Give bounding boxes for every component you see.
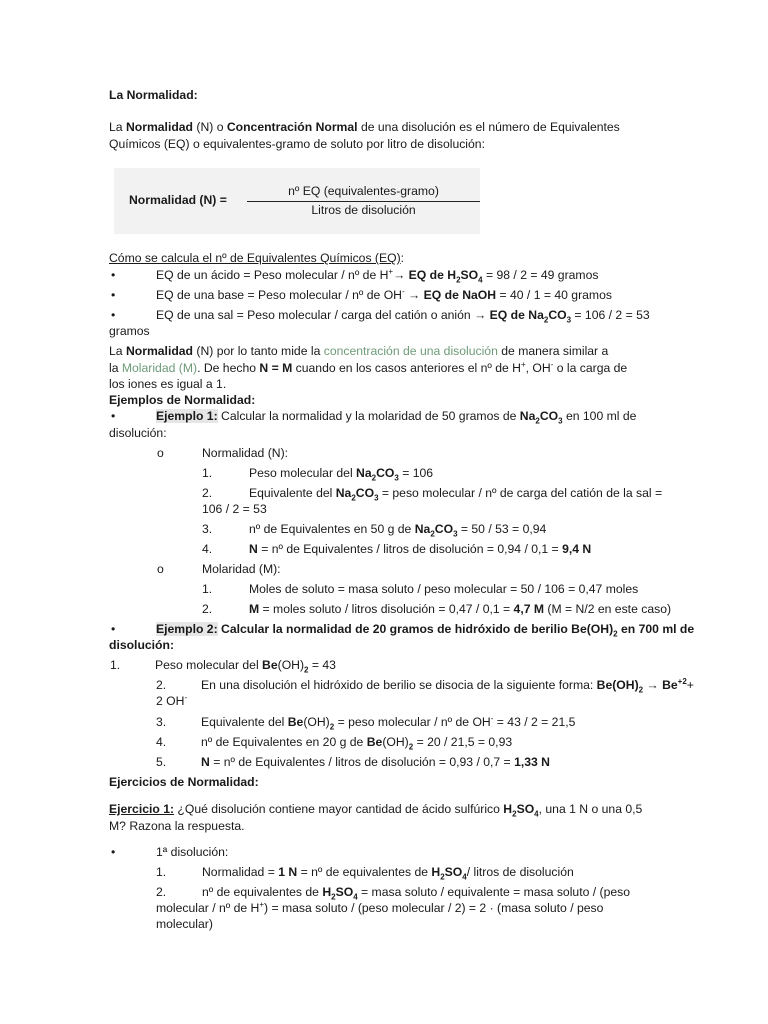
intro-term-normalidad: Normalidad [125, 120, 193, 134]
list-number: 1. [202, 466, 213, 480]
list-number: 1. [156, 865, 167, 879]
intro-line-2: Químicos (EQ) o equivalentes-gramo de soluto por litro de disolución: [109, 137, 485, 151]
bullet-icon: • [111, 622, 116, 636]
list-number: 2. [202, 486, 213, 500]
calc-salt: EQ de una sal = Peso molecular / carga del catión o anión → EQ de $Na_2CO_3 = 106 / 2 = 53$ [156, 308, 650, 325]
ex2-item-1: Peso molecular del $Be(OH)_2 = 43$ [155, 658, 336, 675]
ex1-n-item-3: nº de Equivalentes en 50 g de $Na_2CO_3 = 50 / 53 = 0,94$ [249, 522, 547, 539]
exercise-1-line: Ejercicio 1: ¿Qué disolución contiene mayor cantidad de ácido sulfúrico $H_2SO_4$, una 1 N o una 0,5 [109, 802, 643, 819]
bullet-icon: • [111, 288, 116, 302]
intro-line-1 [109, 119, 620, 135]
exercise-1-item-1: Normalidad = 1 N = nº de equivalentes de $H_2SO_4/$ litros de disolución [202, 865, 574, 882]
intro-text: de una disolución es el número de Equivalentes [357, 120, 620, 134]
ex1-n-item-1: Peso molecular del $Na_2CO_3 = 106$ [249, 466, 434, 483]
formula-numerator: nº EQ (equivalentes-gramo) [288, 184, 439, 198]
list-number: 3. [202, 522, 213, 536]
list-number: 2. [202, 602, 213, 616]
example-2-line: Ejemplo 2: Calcular la normalidad de 20 gramos de hidróxido de berilio $Be(OH)_2$ en 700 ml de [156, 622, 695, 639]
ex2-item-4: nº de Equivalentes en 20 g de $Be(OH)_2 = 20 / 21,5 = 0,93$ [201, 735, 513, 752]
calc-acid: EQ de un ácido = Peso molecular / nº de H+→ EQ de $H_2SO_4 = 98 / 2 = 49$ gramos [156, 266, 599, 285]
ex2-item-5: N = nº de Equivalentes / litros de disolución = 0,93 / 0,7 = 1,33 N [201, 755, 550, 769]
calc-salt-wrap: gramos [109, 324, 150, 338]
ex1-m-item-2: M = moles soluto / litros disolución = 0,47 / 0,1 = 4,7 M (M = N/2 en este caso) [249, 602, 672, 616]
intro-text: (N) o [193, 120, 227, 134]
bullet-icon: • [111, 268, 116, 282]
list-number: 1. [110, 658, 121, 672]
intro-term-concentracion: Concentración Normal [226, 120, 358, 134]
exercises-heading: Ejercicios de Normalidad: [109, 775, 259, 789]
list-number: 2. [156, 678, 167, 692]
examples-heading: Ejemplos de Normalidad: [109, 393, 256, 407]
page-title: La Normalidad: [109, 88, 198, 102]
ex2-item-2-wrap: 2 OH- [156, 692, 188, 708]
list-number: 4. [156, 735, 167, 749]
ex2-item-3: Equivalente del $Be(OH)_2$ = peso molecular / nº de OH- = 43 / 2 = 21,5 [201, 713, 576, 732]
calc-heading [109, 250, 404, 266]
formula-lhs: Normalidad (N) = [129, 193, 227, 207]
solution-label: 1ª disolución: [156, 845, 229, 859]
ex1-n-item-2: Equivalente del $Na_2CO_3$ = peso molecular / nº de carga del catión de la sal = [249, 486, 663, 503]
list-number: 4. [202, 542, 213, 556]
example-1-line: Ejemplo 1: Calcular la normalidad y la molaridad de 50 gramos de $Na_2CO_3$ en 100 ml de [156, 409, 637, 426]
list-number: 2. [156, 885, 167, 899]
link-molaridad[interactable]: Molaridad (M) [121, 361, 198, 375]
calc-heading-colon: : [400, 251, 405, 265]
normal-text-line-1: La Normalidad (N) por lo tanto mide la concentración de una disolución de manera similar a [109, 344, 609, 358]
exercise-1-item-2: nº de equivalentes de $H_2SO_4$ = masa soluto / equivalente = masa soluto / (peso [202, 885, 631, 902]
circle-bullet-icon: o [157, 446, 164, 460]
bullet-icon: • [111, 845, 116, 859]
ex1-m-item-1: Moles de soluto = masa soluto / peso molecular = 50 / 106 = 0,47 moles [249, 582, 639, 596]
formula-denominator: Litros de disolución [311, 203, 416, 217]
intro-text: La [109, 120, 126, 134]
calc-heading-text: Cómo se calcula el nº de Equivalentes Químicos (EQ) [109, 251, 401, 265]
example-2-wrap: disolución: [109, 638, 174, 652]
molar-label: Molaridad (M): [202, 562, 281, 576]
bullet-icon: • [111, 409, 116, 423]
bullet-icon: • [111, 308, 116, 322]
normal-label: Normalidad (N): [202, 446, 289, 460]
exercise-1-item-2-line-3: molecular) [156, 917, 213, 931]
circle-bullet-icon: o [157, 562, 164, 576]
ex1-n-item-2-wrap: 106 / 2 = 53 [202, 502, 267, 516]
calc-base: EQ de una base = Peso molecular / nº de OH- → EQ de NaOH = 40 / 1 = 40 gramos [156, 286, 612, 302]
list-number: 1. [202, 582, 213, 596]
exercise-1-line-2: M? Razona la respuesta. [109, 819, 245, 833]
example-1-wrap: disolución: [109, 426, 167, 440]
exercise-1-item-2-line-2: molecular / nº de H+) = masa soluto / (peso molecular / 2) = 2 · (masa soluto / peso [156, 899, 604, 915]
link-concentracion[interactable]: concentración de una disolución [323, 344, 498, 358]
list-number: 3. [156, 715, 167, 729]
normal-text-line-3: los iones es igual a 1. [109, 377, 227, 391]
ex2-item-2: En una disolución el hidróxido de berilio se disocia de la siguiente forma: $Be(OH)_2 \to Be^{+2}+$ [201, 676, 694, 695]
normal-text-line-2: la Molaridad (M). De hecho N = M cuando en los casos anteriores el nº de H+, OH- o la carga de [109, 359, 628, 375]
ex1-n-item-4: N = nº de Equivalentes / litros de disolución = 0,94 / 0,1 = 9,4 N [249, 542, 592, 556]
list-number: 5. [156, 755, 167, 769]
